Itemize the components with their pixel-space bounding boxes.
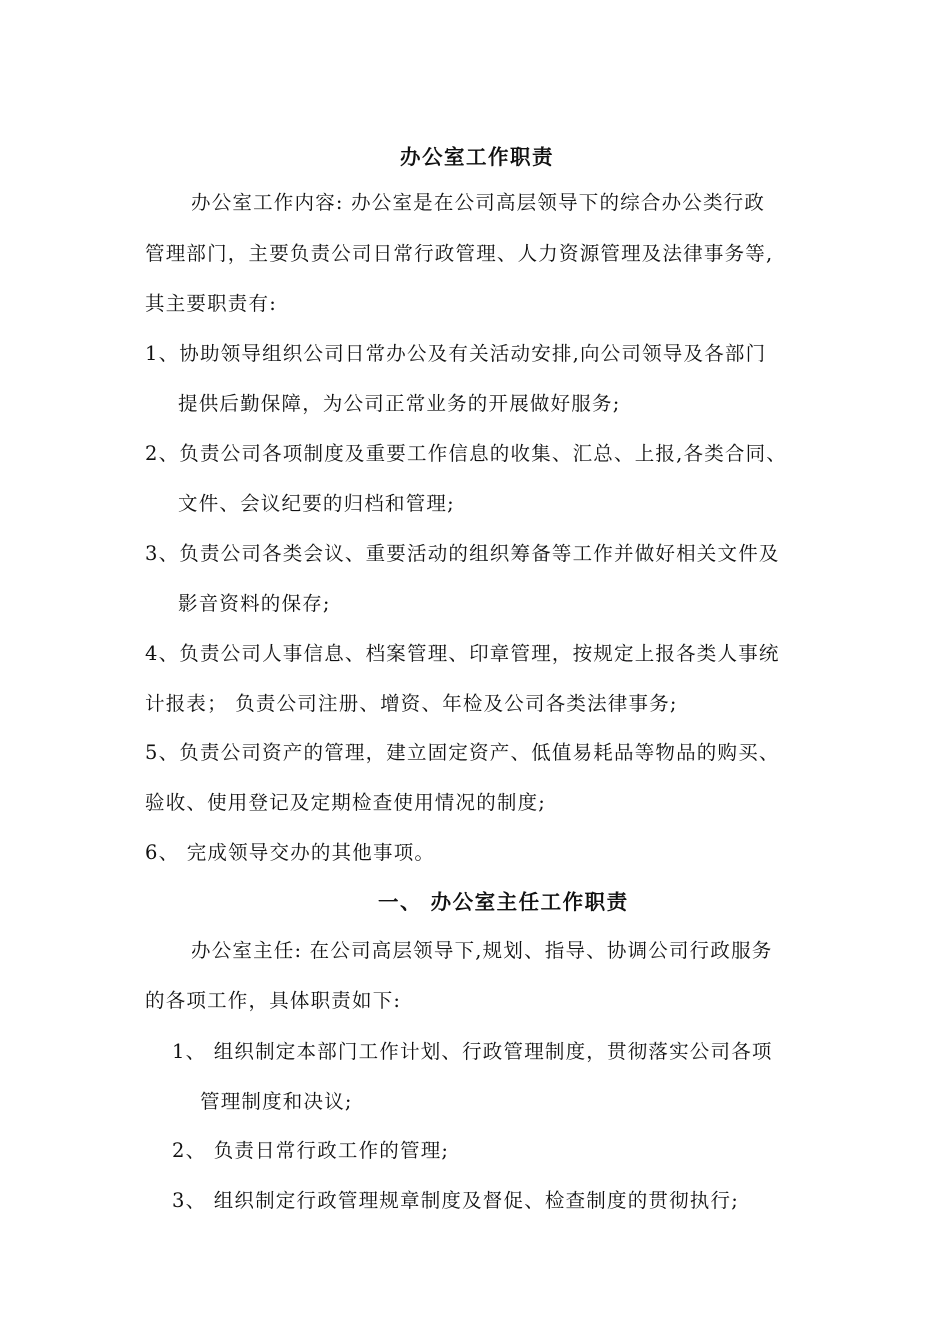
page-title: 办公室工作职责 [400, 145, 554, 169]
duty-2-line-1: 2、负责公司各项制度及重要工作信息的收集、汇总、上报,各类合同、 [145, 442, 788, 465]
duty-1-line-1: 1、协助领导组织公司日常办公及有关活动安排,向公司领导及各部门 [145, 342, 767, 365]
duty-3-line-2: 影音资料的保存; [178, 592, 331, 615]
duty-5-line-2: 验收、使用登记及定期检查使用情况的制度; [145, 791, 547, 814]
section-1-intro-line-1: 办公室主任: 在公司高层领导下,规划、指导、协调公司行政服务 [191, 939, 773, 962]
duty-4-line-2: 计报表； 负责公司注册、增资、年检及公司各类法律事务; [145, 692, 678, 715]
intro-line-3: 其主要职责有: [145, 292, 277, 315]
section-1-heading: 一、 办公室主任工作职责 [378, 890, 629, 914]
duty-1-line-2: 提供后勤保障，为公司正常业务的开展做好服务; [178, 392, 621, 415]
intro-line-1: 办公室工作内容: 办公室是在公司高层领导下的综合办公类行政 [191, 191, 766, 214]
duty-4-line-1: 4、负责公司人事信息、档案管理、印章管理，按规定上报各类人事统 [145, 642, 780, 665]
section-1-item-3-line-1: 3、 组织制定行政管理规章制度及督促、检查制度的贯彻执行; [172, 1189, 739, 1212]
duty-3-line-1: 3、负责公司各类会议、重要活动的组织筹备等工作并做好相关文件及 [145, 542, 780, 565]
section-1-intro-line-2: 的各项工作，具体职责如下: [145, 989, 402, 1012]
duty-5-line-1: 5、负责公司资产的管理，建立固定资产、低值易耗品等物品的购买、 [145, 741, 780, 764]
duty-2-line-2: 文件、会议纪要的归档和管理; [178, 492, 455, 515]
duty-6-line-1: 6、 完成领导交办的其他事项。 [145, 841, 436, 864]
intro-line-2: 管理部门，主要负责公司日常行政管理、人力资源管理及法律事务等, [145, 242, 774, 265]
section-1-item-1-line-1: 1、 组织制定本部门工作计划、行政管理制度，贯彻落实公司各项 [172, 1040, 773, 1063]
section-1-item-1-line-2: 管理制度和决议; [200, 1090, 353, 1113]
section-1-item-2-line-1: 2、 负责日常行政工作的管理; [172, 1139, 450, 1162]
